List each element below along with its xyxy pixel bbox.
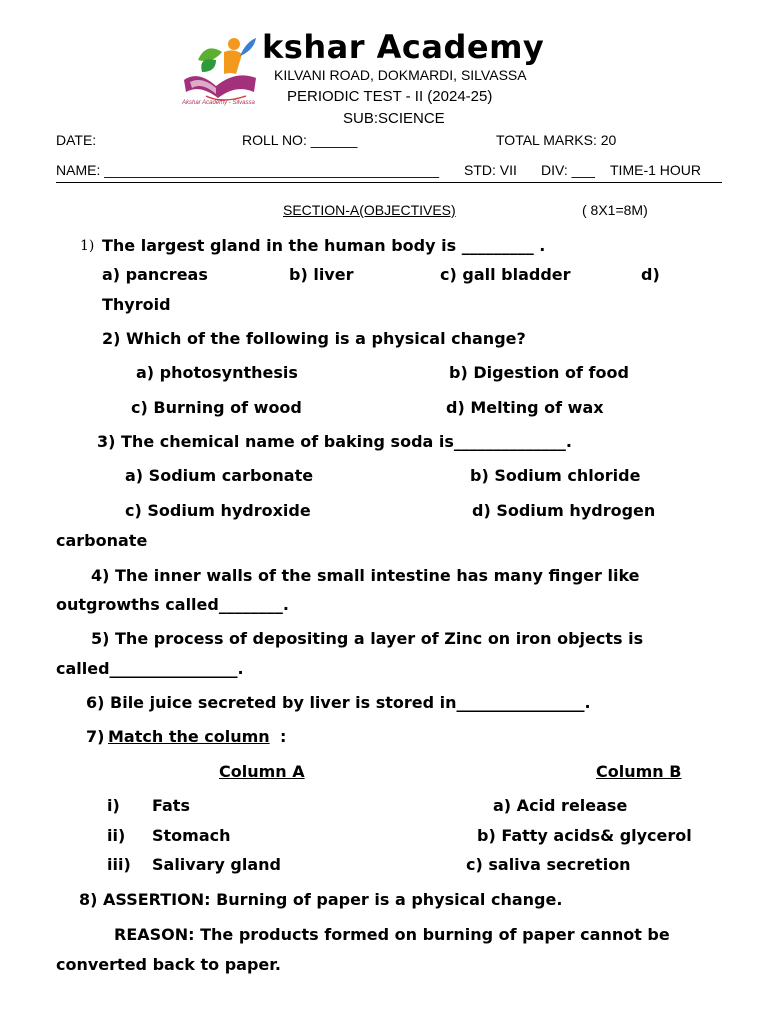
div-label: DIV: ___: [541, 162, 595, 178]
match-row-num: iii): [107, 855, 131, 874]
q2-option-d: d) Melting of wax: [446, 398, 604, 417]
q1-option-d-cont: Thyroid: [102, 295, 171, 314]
q5-line2: called________________.: [56, 659, 244, 678]
q3-text: 3) The chemical name of baking soda is______________.: [97, 432, 572, 451]
q1-option-c: c) gall bladder: [440, 265, 571, 284]
academy-address: KILVANI ROAD, DOKMARDI, SILVASSA: [274, 67, 527, 83]
q8-assertion: 8) ASSERTION: Burning of paper is a physical change.: [79, 890, 563, 909]
column-b-header: Column B: [596, 762, 682, 781]
logo-caption: Akshar Academy - Silvassa: [182, 100, 255, 106]
q6-text: 6) Bile juice secreted by liver is stored in________________.: [86, 693, 591, 712]
q3-option-b: b) Sodium chloride: [470, 466, 641, 485]
column-a-header: Column A: [219, 762, 305, 781]
section-title: SECTION-A(OBJECTIVES): [283, 202, 456, 218]
match-row-right: c) saliva secretion: [466, 855, 631, 874]
academy-logo: [176, 30, 266, 110]
q5-line1: 5) The process of depositing a layer of Zinc on iron objects is: [91, 629, 644, 648]
q3-option-a: a) Sodium carbonate: [125, 466, 314, 485]
header-divider: [56, 182, 722, 183]
match-row-num: ii): [107, 826, 126, 845]
q4-line2: outgrowths called________.: [56, 595, 289, 614]
academy-name: kshar Academy: [262, 28, 545, 66]
match-row-right: a) Acid release: [493, 796, 628, 815]
q3-option-c: c) Sodium hydroxide: [125, 501, 311, 520]
test-name: PERIODIC TEST - II (2024-25): [287, 88, 493, 105]
roll-no-label: ROLL NO: ______: [242, 132, 358, 148]
time-label: TIME-1 HOUR: [610, 162, 701, 178]
q2-option-c: c) Burning of wood: [131, 398, 302, 417]
section-marks: ( 8X1=8M): [582, 202, 648, 218]
q7-title: Match the column: [108, 727, 270, 746]
q2-option-b: b) Digestion of food: [449, 363, 629, 382]
q2-text: 2) Which of the following is a physical change?: [102, 329, 526, 348]
q1-text: The largest gland in the human body is _________ .: [102, 236, 546, 255]
std-label: STD: VII: [464, 162, 517, 178]
name-label: NAME: ___________________________________________: [56, 162, 440, 178]
q4-line1: 4) The inner walls of the small intestine has many finger like: [91, 566, 640, 585]
q3-option-d: d) Sodium hydrogen: [472, 501, 656, 520]
match-row-left: Fats: [152, 796, 190, 815]
q8-reason: REASON: The products formed on burning of paper cannot be: [114, 925, 670, 944]
match-row-left: Salivary gland: [152, 855, 281, 874]
q2-option-a: a) photosynthesis: [136, 363, 298, 382]
q7-number: 7): [86, 727, 105, 746]
q1-option-a: a) pancreas: [102, 265, 208, 284]
match-row-right: b) Fatty acids& glycerol: [477, 826, 692, 845]
subject: SUB:SCIENCE: [343, 110, 445, 127]
q7-title-colon: :: [280, 727, 287, 746]
match-row-num: i): [107, 796, 120, 815]
q3-option-d-cont: carbonate: [56, 531, 148, 550]
total-marks-label: TOTAL MARKS: 20: [496, 132, 617, 148]
q1-option-d: d): [641, 265, 660, 284]
q1-number: 1): [80, 238, 95, 254]
q1-option-b: b) liver: [289, 265, 354, 284]
date-label: DATE:: [56, 132, 97, 148]
q8-reason-cont: converted back to paper.: [56, 955, 281, 974]
match-row-left: Stomach: [152, 826, 231, 845]
